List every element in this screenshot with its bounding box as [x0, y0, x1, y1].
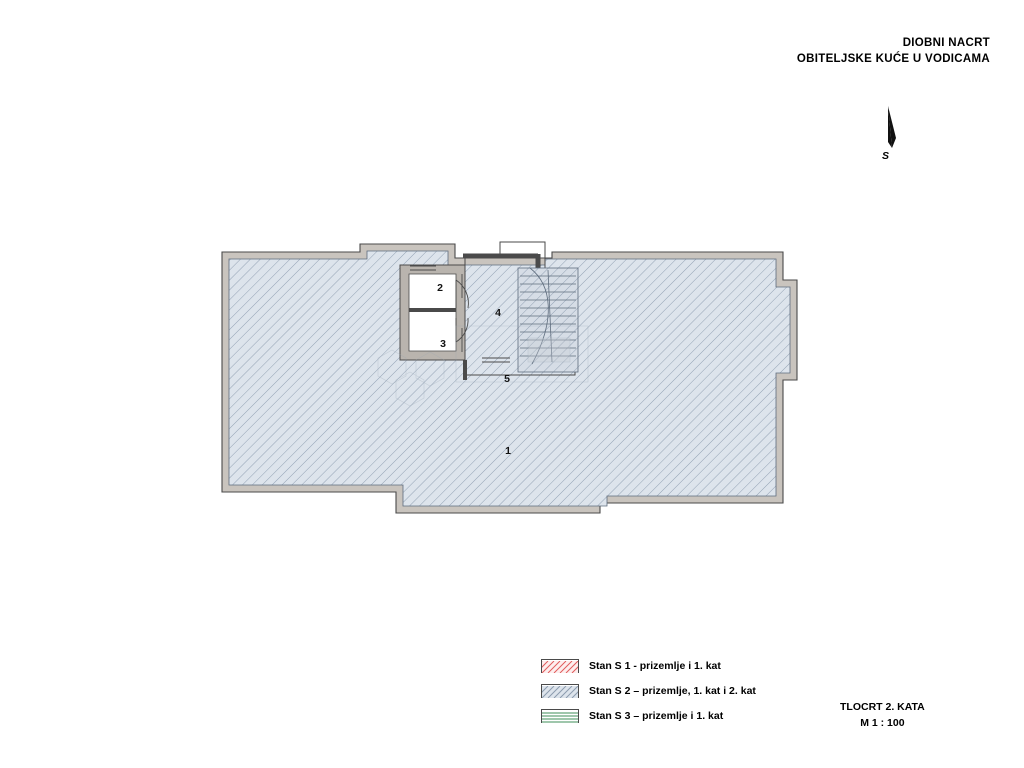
room-number-2: 2: [437, 282, 443, 294]
north-arrow: [872, 104, 912, 166]
legend-swatch-s2: [541, 684, 579, 698]
legend-item-s3: [541, 705, 841, 726]
room-number-4: 4: [495, 307, 501, 319]
legend-label-s1: Stan S 1 - prizemlje i 1. kat: [589, 659, 721, 672]
legend-swatch-s3: [541, 709, 579, 723]
legend-swatch-s1: [541, 659, 579, 673]
title-block: [797, 36, 990, 67]
legend: [541, 655, 841, 730]
legend-item-s1: [541, 655, 841, 676]
north-arrow-icon: [872, 104, 912, 166]
scale-block: [840, 700, 925, 732]
legend-label-s2: Stan S 2 – prizemlje, 1. kat i 2. kat: [589, 684, 756, 697]
drawing-title-line-2: OBITELJSKE KUĆE U VODICAMA: [796, 52, 990, 65]
floor-plan-drawing: [200, 230, 840, 550]
legend-label-s3: Stan S 3 – prizemlje i 1. kat: [589, 709, 724, 722]
room-number-3: 3: [440, 338, 446, 350]
room-number-5: 5: [504, 373, 510, 385]
legend-item-s2: [541, 680, 841, 701]
floor-plan-caption: TLOCRT 2. KATA: [840, 701, 925, 713]
legend-swatch-s3-pattern: [542, 711, 578, 723]
drawing-title-line-1: DIOBNI NACRT: [902, 37, 990, 49]
legend-swatch-s2-pattern: [542, 686, 578, 698]
floor-plan: [200, 230, 840, 550]
scale-value: M 1 : 100: [860, 716, 905, 729]
legend-swatch-s1-pattern: [542, 661, 578, 673]
north-arrow-label: S: [882, 150, 890, 162]
room-number-1: 1: [505, 445, 511, 457]
